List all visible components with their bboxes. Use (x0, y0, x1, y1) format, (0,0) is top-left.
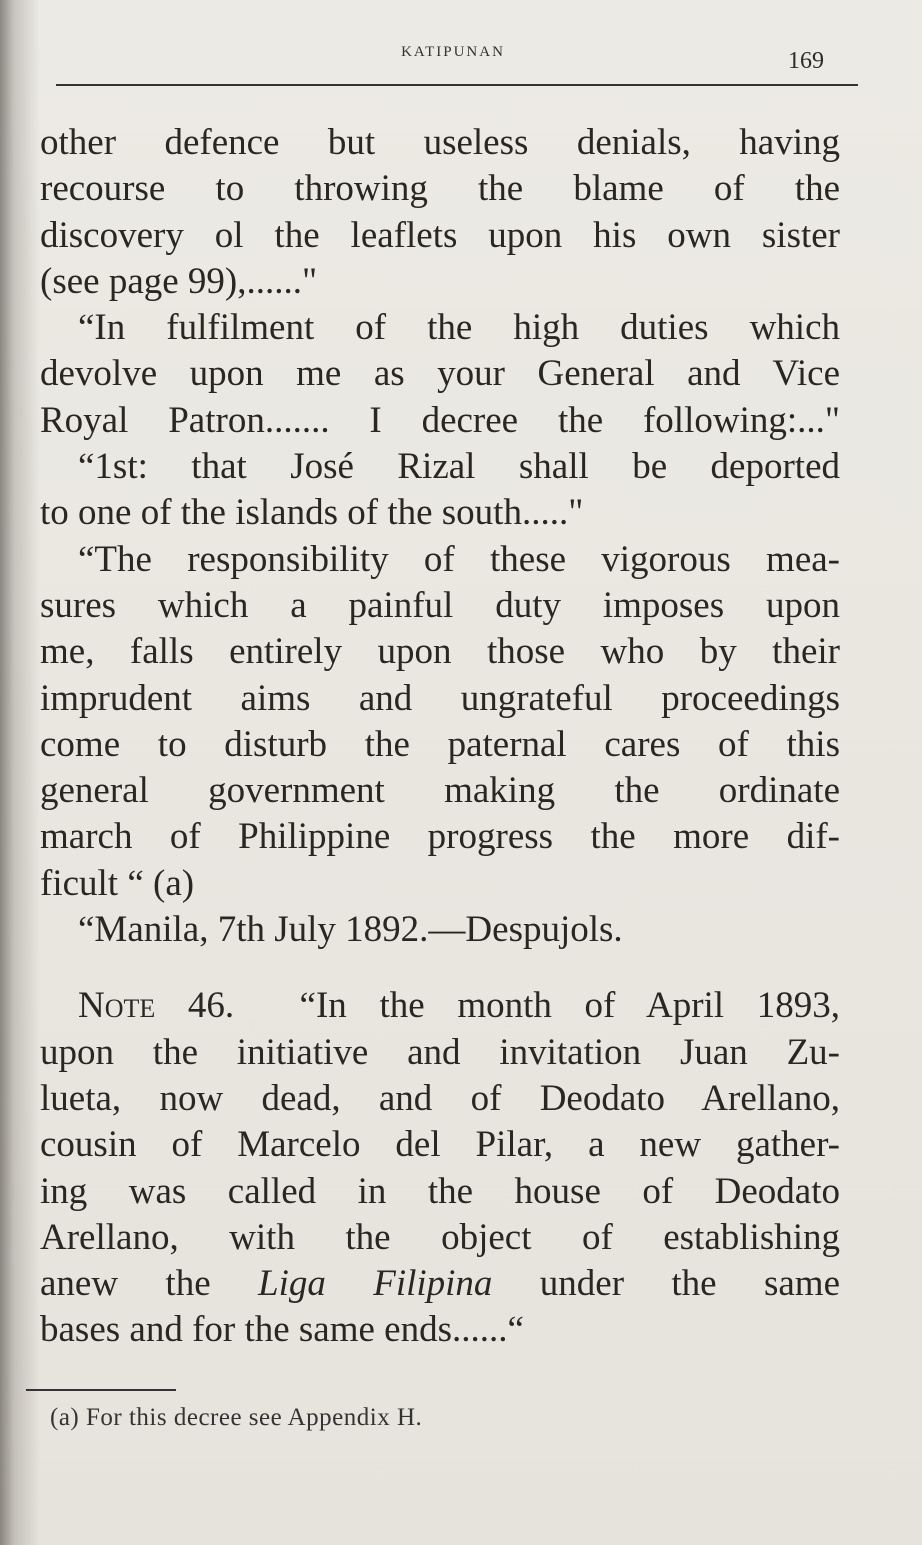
italic-title: Liga Filipina (258, 1263, 493, 1305)
text-line: come to disturb the paternal cares of this (40, 723, 840, 765)
page-number: 169 (788, 48, 824, 74)
text-line: to one of the islands of the south....." (40, 492, 584, 534)
body-text (40, 120, 840, 1354)
note-heading-line (40, 983, 840, 1029)
text-line: sures which a painful duty imposes upon (40, 584, 840, 626)
text-line-with-italic (40, 1261, 840, 1307)
text-line: cousin of Marcelo del Pilar, a new gather- (40, 1124, 840, 1166)
footnote: (a) For this decree see Appendix H. (50, 1404, 423, 1431)
text-line: lueta, now dead, and of Deodato Arellano, (40, 1077, 840, 1119)
text-segment: under the same (539, 1263, 840, 1305)
note-text: “In the month of April 1893, (299, 985, 841, 1027)
text-line: devolve upon me as your General and Vice (40, 353, 840, 395)
text-line: discovery ol the leaflets upon his own sister (40, 214, 840, 256)
text-line: recourse to throwing the blame of the (40, 168, 840, 210)
header-rule (56, 84, 858, 86)
text-line: “The responsibility of these vigorous mea- (78, 538, 840, 580)
text-line: “1st: that José Rizal shall be deported (78, 446, 840, 488)
text-line: “In fulfilment of the high duties which (78, 307, 840, 349)
text-line: imprudent aims and ungrateful proceedings (40, 677, 840, 719)
text-line: upon the initiative and invitation Juan Zu- (40, 1031, 840, 1073)
text-line: ing was called in the house of Deodato (40, 1170, 840, 1212)
page-header (48, 44, 858, 90)
text-line: “Manila, 7th July 1892.—Despujols. (78, 909, 623, 951)
text-line: (see page 99),......" (40, 260, 318, 302)
text-line: march of Philippine progress the more dif- (40, 816, 840, 858)
text-line: general government making the ordinate (40, 770, 840, 812)
text-line: ficult “ (a) (40, 862, 195, 904)
running-title: KATIPUNAN (401, 44, 505, 60)
note-number: 46. (155, 985, 235, 1027)
text-line: bases and for the same ends......“ (40, 1309, 524, 1351)
text-segment: anew the (40, 1263, 211, 1305)
section-gap (40, 953, 840, 983)
text-line: me, falls entirely upon those who by their (40, 631, 840, 673)
text-line: other defence but useless denials, having (40, 122, 840, 163)
note-label: Note (78, 985, 156, 1027)
footnote-rule (26, 1389, 176, 1391)
text-line: Royal Patron....... I decree the following:..." (40, 399, 840, 441)
text-line: Arellano, with the object of establishing (40, 1216, 840, 1258)
